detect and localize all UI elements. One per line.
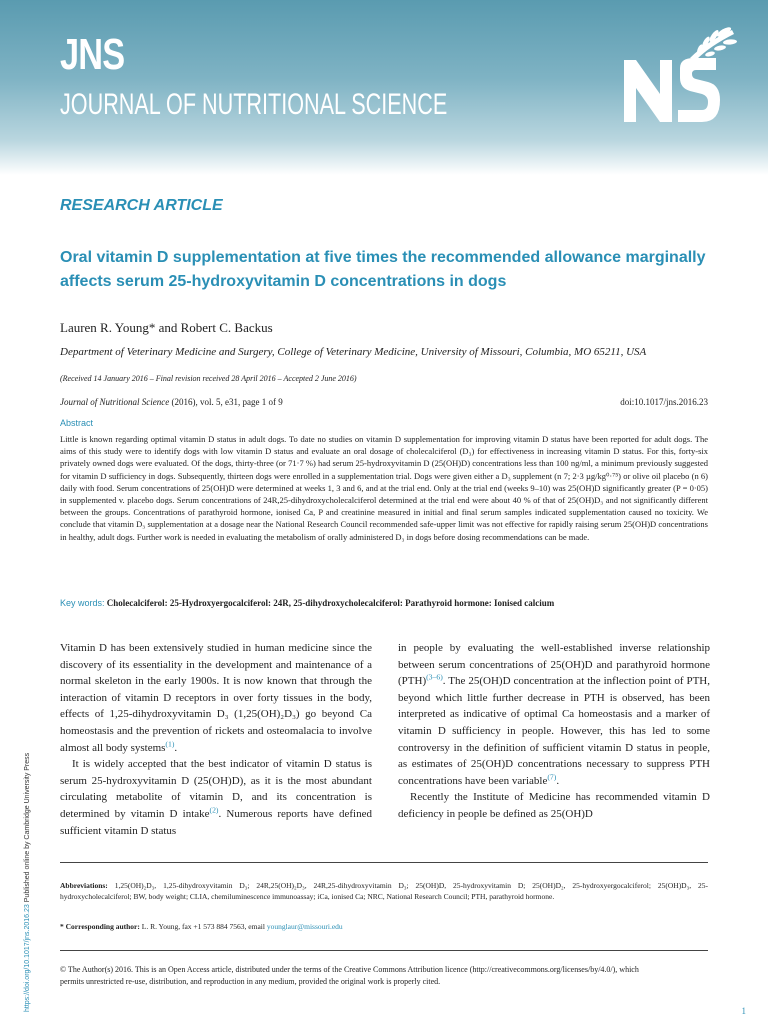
keywords [60, 598, 708, 608]
journal-acronym: JNS [60, 30, 125, 79]
received-dates: (Received 14 January 2016 – Final revision received 28 April 2016 – Accepted 2 June 2016) [60, 374, 357, 383]
affiliation: Department of Veterinary Medicine and Surgery, College of Veterinary Medicine, University of Missouri, Columbia, MO 65211, USA [60, 346, 647, 358]
author-email-link[interactable]: younglaur@missouri.edu [266, 922, 343, 931]
footnote-divider [60, 862, 708, 863]
sidebar-doi-note: https://doi.org/10.1017/jns.2016.23 Published online by Cambridge University Press [24, 752, 31, 1012]
citation-line [60, 397, 283, 407]
ns-logo-icon [620, 22, 744, 126]
authors: Lauren R. Young* and Robert C. Backus [60, 320, 273, 335]
citation-ref[interactable]: (7) [547, 772, 557, 782]
abstract-heading: Abstract [60, 418, 94, 428]
body-paragraph: It is widely accepted that the best indicator of vitamin D status is serum 25-hydroxyvitamin D (25(OH)D), as it is the most abundant circulating metabolite of vitamin D, and its concentration is determined by vitamin D intake$^{(2)}$. Numerous reports have defined sufficient vitamin D status [60, 758, 372, 837]
license-divider [60, 950, 708, 951]
citation-ref[interactable]: (1) [165, 738, 175, 748]
citation-details: (2016), vol. 5, e31, page 1 of 9 [169, 397, 283, 407]
license-text: © The Author(s) 2016. This is an Open Access article, distributed under the terms of the Creative Commons Attribution licence (http://creativecommons.org/licenses/by/4.0/), which permits unrestricted re-use, distribution, and reproduction in any medium, provided the original work is properly cited. [60, 965, 639, 986]
citation-ref[interactable]: (2) [209, 805, 219, 815]
abstract-text: Little is known regarding optimal vitamin D status in adult dogs. To date no studies on vitamin D supplementation for improving vitamin D status have been reported for adult dogs. The aims of this study were to identify dogs with low vitamin D status and evaluate an oral dosage of cholecalciferol (D₃) for effectiveness in increasing vitamin D status. For this, forty-six privately owned dogs were evaluated. Of the dogs, thirty-three (or 71·7 %) had serum 25-hydroxyvitamin D (25(OH)D) concentrations less than 100 ng/ml, a minimum previously suggested for vitamin D sufficiency in dogs. Subsequently, thirteen dogs were enrolled in a supplementation trial. Dogs were given either a D₃ supplement (n 7; 2·3 µg/kg⁰·⁷⁵) or olive oil placebo (n 6) daily with food. Serum concentrations of 25(OH)D were determined at weeks 1, 3 and 6, and at the trial end. Only at the trial end (weeks 9–10) was 25(OH)D significantly greater (P = 0·05) in supplemented v. placebo dogs. Serum concentrations of 24R,25-dihydroxycholecalciferol determined at the trial end were about 40 % of that of 25(OH)D₃ and not significantly different between the groups. Concentrations of parathyroid hormone, ionised Ca, P and creatinine measured in initial and final serum samples indicated supplementation caused no toxicity. We conclude that vitamin D₃ supplementation at a dosage near the National Research Council recommended safe-upper limit was not effective for rapidly raising serum 25(OH)D concentrations in healthy, adult dogs. Further work is needed in evaluating the metabolism of orally administered D₃ in dogs before dosing recommendations can be made. [60, 434, 708, 542]
body-paragraph: Vitamin D has been extensively studied in human medicine since the discovery of its essentiality in the development and maintenance of a normal skeleton in the early 1900s. It is now known that through the interaction of vitamin D receptors in over forty tissues in the body, effects of 1,25-dihydroxyvitamin D₃ (1,25(OH)₂D₃) go beyond Ca homeostasis and the prevention of rickets and osteomalacia to involve almost all body systems$^{(1)}$. [60, 642, 372, 754]
body-paragraph: in people by evaluating the well-established inverse relationship between serum concentrations of 25(OH)D and parathyroid hormone (PTH)$^{(3-6)}$. The 25(OH)D concentration at the inflection point of PTH, beyond which little further decrease in PTH is observed, has been interpreted as indicative of optimal Ca homeostasis and a marker of vitamin D sufficiency in people. However, this has led to some controversy in the definition of sufficient vitamin D status in people, as estimates of 25(OH)D concentrations necessary to suppress PTH concentrations have been variable$^{(7)}$. [398, 642, 710, 787]
corresponding-author: * Corresponding author: L. R. Young, fax +1 573 884 7563, email younglaur@missouri.edu [60, 922, 343, 931]
keywords-label: Key words: [60, 598, 105, 608]
page-number: 1 [741, 1006, 746, 1016]
body-column-right [398, 640, 710, 823]
doi: doi:10.1017/jns.2016.23 [620, 397, 708, 407]
sidebar-doi-link[interactable]: https://doi.org/10.1017/jns.2016.23 [24, 904, 31, 1012]
citation-journal: Journal of Nutritional Science [60, 397, 170, 407]
abbreviations-footnote: Abbreviations: 1,25(OH)₂D₃, 1,25-dihydroxyvitamin D₃; 24R,25(OH)₂D₃, 24R,25-dihydroxyvitamin D₃; 25(OH)D, 25-hydroxyvitamin D; 25(OH)D₂, 25-hydroxyergocalciferol; 25(OH)D₃, 25-hydroxycholecalciferol; BW, body weight; CLIA, chemiluminescence immunoassay; iCa, ionised Ca; NRC, National Research Council; PTH, parathyroid hormone. [60, 881, 708, 901]
body-column-left [60, 640, 372, 839]
citation-ref[interactable]: (3–6) [426, 672, 443, 682]
article-title: Oral vitamin D supplementation at five times the recommended allowance marginally affects serum 25-hydroxyvitamin D concentrations in dogs [60, 249, 706, 290]
keywords-value: Cholecalciferol: 25-Hydroxyergocalciferol: 24R, 25-dihydroxycholecalciferol: Parathyroid hormone: Ionised calcium [106, 598, 555, 608]
journal-name: JOURNAL OF NUTRITIONAL SCIENCE [60, 88, 448, 121]
body-paragraph: Recently the Institute of Medicine has recommended vitamin D deficiency in people be defined as 25(OH)D [398, 791, 710, 820]
section-label: RESEARCH ARTICLE [60, 197, 223, 214]
